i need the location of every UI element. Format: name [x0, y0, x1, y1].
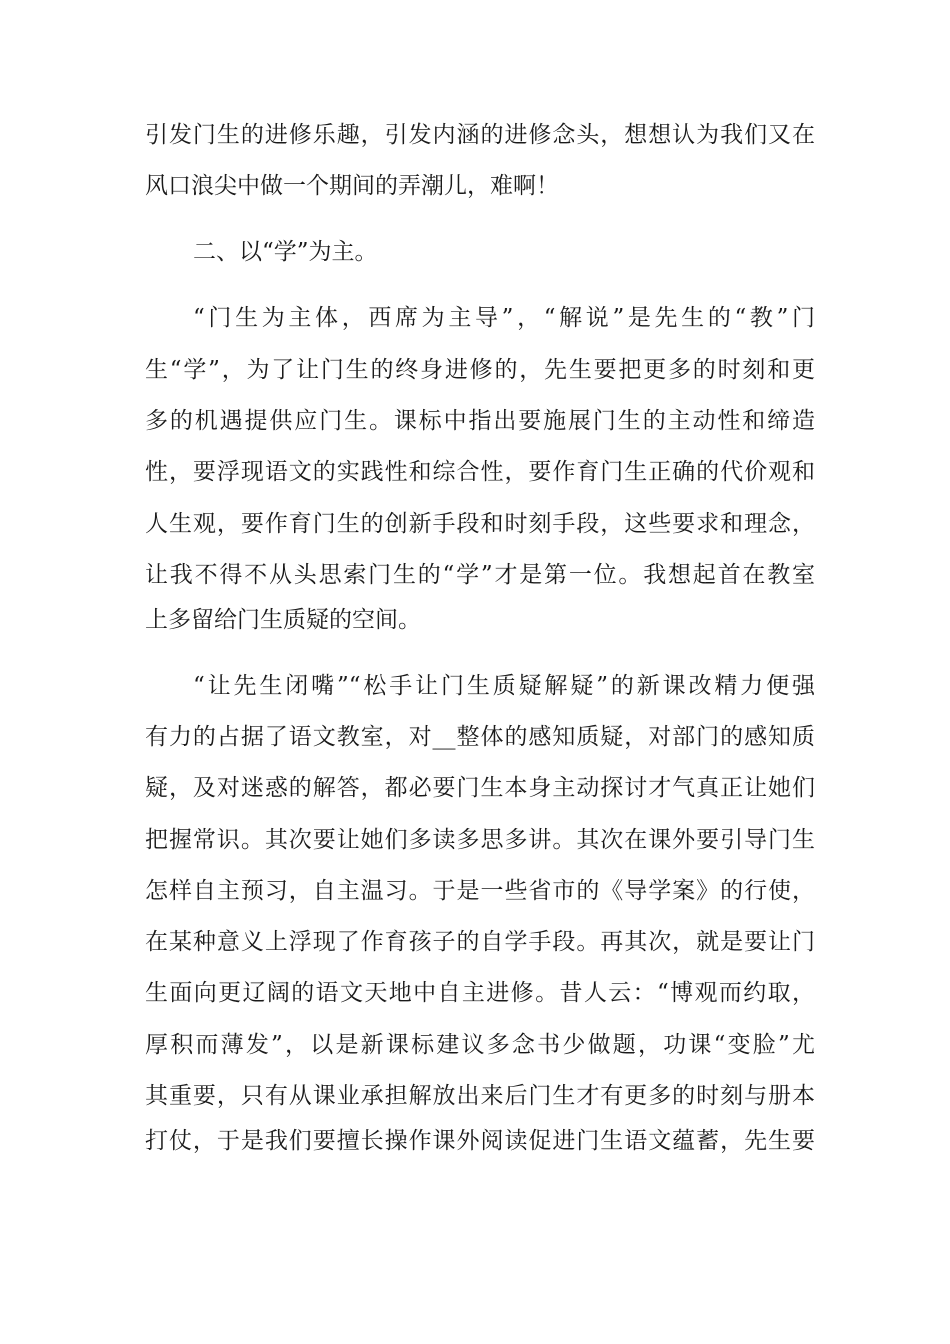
text-line: “让先生闭嘴”“松手让门生质疑解疑”的新课改精力便强 [193, 673, 815, 699]
text-line: 人生观，要作育门生的创新手段和时刻手段，这些要求和理念， [145, 511, 815, 537]
text-line: 厚积而薄发”，以是新课标建议多念书少做题，功课“变脸”尤 [145, 1032, 815, 1058]
text-line: 风口浪尖中做一个期间的弄潮儿，难啊！ [145, 173, 559, 199]
text-line: 让我不得不从头思索门生的“学”才是第一位。我想起首在教室 [145, 562, 815, 588]
text-line: 上多留给门生质疑的空间。 [145, 607, 421, 633]
text-line: 引发门生的进修乐趣，引发内涵的进修念头，想想认为我们又在 [145, 122, 815, 148]
text-line: 生“学”，为了让门生的终身进修的，先生要把更多的时刻和更 [145, 357, 815, 383]
text-line: 其重要，只有从课业承担解放出来后门生才有更多的时刻与册本 [145, 1083, 815, 1109]
text-line: 有力的占据了语文教室，对__整体的感知质疑，对部门的感知质 [145, 724, 815, 750]
text-line: 生面向更辽阔的语文天地中自主进修。昔人云：“博观而约取， [145, 980, 815, 1006]
text-line: 打仗，于是我们要擅长操作课外阅读促进门生语文蕴蓄，先生要 [145, 1128, 815, 1154]
text-line: 怎样自主预习，自主温习。于是一些省市的《导学案》的行使， [145, 878, 815, 904]
text-line: 把握常识。其次要让她们多读多思多讲。其次在课外要引导门生 [145, 827, 815, 853]
section-heading: 二、以“学”为主。 [193, 239, 378, 265]
text-line: 性，要浮现语文的实践性和综合性，要作育门生正确的代价观和 [145, 459, 815, 485]
text-line: “门生为主体，西席为主导”，“解说”是先生的“教”门 [193, 305, 815, 331]
text-line: 在某种意义上浮现了作育孩子的自学手段。再其次，就是要让门 [145, 929, 815, 955]
text-line: 多的机遇提供应门生。课标中指出要施展门生的主动性和缔造 [145, 408, 815, 434]
text-line: 疑，及对迷惑的解答，都必要门生本身主动探讨才气真正让她们 [145, 775, 815, 801]
